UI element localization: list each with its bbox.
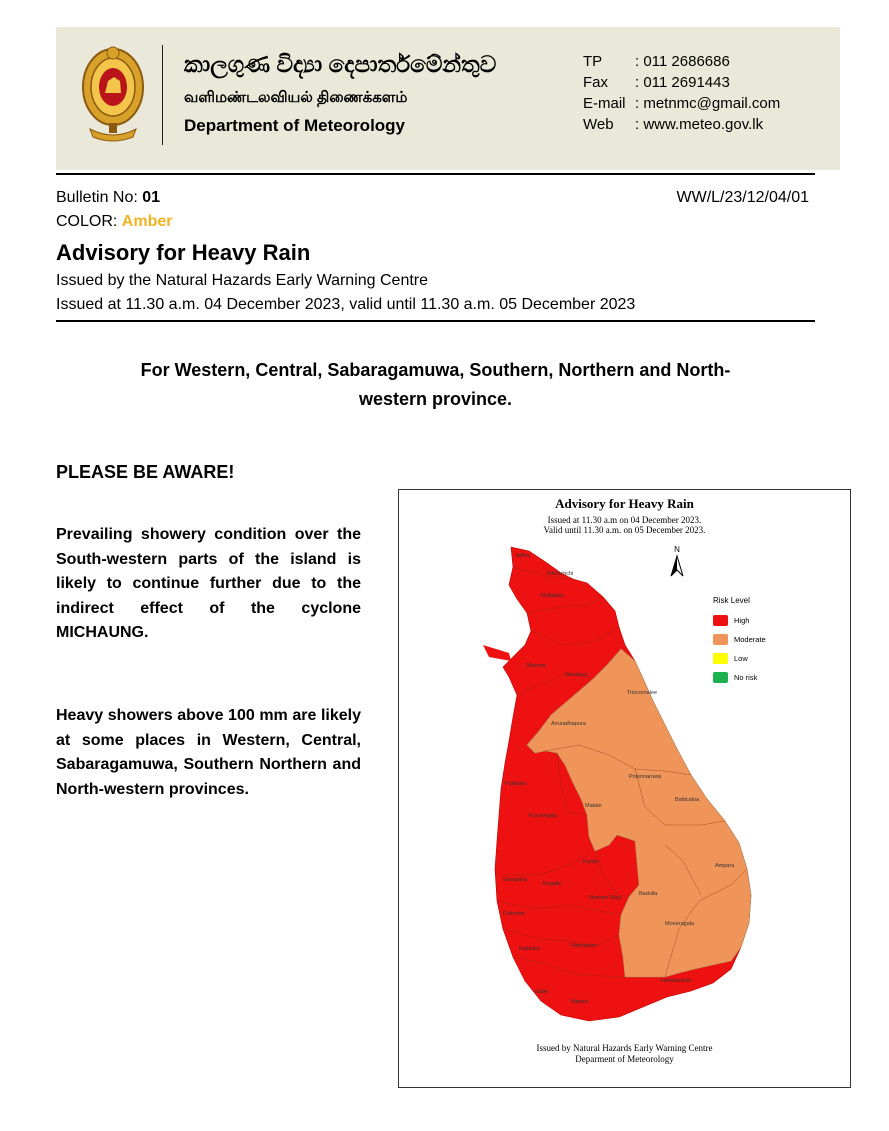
svg-text:Ratnapura: Ratnapura bbox=[571, 943, 597, 949]
svg-text:Anuradhapura: Anuradhapura bbox=[551, 721, 586, 727]
svg-text:Mullaitivu: Mullaitivu bbox=[541, 593, 564, 599]
svg-text:Badulla: Badulla bbox=[639, 891, 658, 897]
legend-low: Low bbox=[713, 649, 766, 668]
svg-text:Kegalle: Kegalle bbox=[543, 881, 562, 887]
bulletin-color: COLOR: Amber bbox=[56, 213, 173, 230]
sri-lanka-emblem-icon bbox=[78, 43, 148, 143]
map-footer: Issued by Natural Hazards Early Warning Centre Deparment of Meteorology bbox=[536, 1043, 713, 1064]
svg-text:Matara: Matara bbox=[571, 999, 589, 1005]
contact-fax: Fax : 011 2691443 bbox=[583, 74, 730, 91]
bulletin-reference: WW/L/23/12/04/01 bbox=[676, 189, 809, 206]
map-valid: Valid until 11.30 a.m. on 05 December 2023. bbox=[543, 525, 706, 535]
svg-text:Gampaha: Gampaha bbox=[503, 877, 528, 883]
aware-heading: PLEASE BE AWARE! bbox=[56, 462, 235, 482]
svg-text:Puttalam: Puttalam bbox=[505, 781, 527, 787]
map-issued: Issued at 11.30 a.m on 04 December 2023. bbox=[547, 515, 702, 525]
department-name-sinhala: කාලගුණ විද්‍යා දෙපාර්තමේන්තුව bbox=[184, 51, 497, 77]
header-divider bbox=[162, 45, 163, 145]
paragraph-2: Heavy showers above 100 mm are likely at some places in Western, Central, Sabaragamuwa, Southern Northern and North-western provinces. bbox=[56, 707, 361, 798]
svg-text:Hambantota: Hambantota bbox=[661, 978, 691, 984]
svg-text:Batticaloa: Batticaloa bbox=[675, 797, 700, 803]
department-name-tamil: வளிமண்டலவியல் திணைக்களம் bbox=[184, 89, 408, 106]
svg-text:Moneragala: Moneragala bbox=[665, 921, 695, 927]
svg-text:Kurunegala: Kurunegala bbox=[529, 813, 558, 819]
map-title: Advisory for Heavy Rain bbox=[555, 496, 694, 511]
svg-text:Nuwara Eliya: Nuwara Eliya bbox=[589, 895, 622, 901]
svg-text:N: N bbox=[674, 545, 680, 554]
bottom-rule bbox=[56, 320, 815, 322]
contact-email[interactable]: E-mail : metnmc@gmail.com bbox=[583, 95, 781, 112]
svg-text:Colombo: Colombo bbox=[503, 911, 526, 917]
contact-phone: TP : 011 2686686 bbox=[583, 53, 730, 70]
svg-text:Kalutara: Kalutara bbox=[519, 946, 540, 952]
contact-web[interactable]: Web : www.meteo.gov.lk bbox=[583, 116, 764, 133]
svg-text:Ampara: Ampara bbox=[715, 863, 735, 869]
svg-text:Polonnaruwa: Polonnaruwa bbox=[629, 774, 662, 780]
legend-title: Risk Level bbox=[713, 596, 750, 605]
top-rule bbox=[56, 173, 815, 175]
mannar-island bbox=[483, 645, 511, 661]
svg-text:Kandy: Kandy bbox=[583, 859, 599, 865]
svg-text:Galle: Galle bbox=[535, 989, 548, 995]
legend-moderate: Moderate bbox=[713, 630, 766, 649]
svg-text:Mannar: Mannar bbox=[527, 663, 546, 669]
svg-text:Trincomalee: Trincomalee bbox=[627, 690, 658, 696]
department-name-english: Department of Meteorology bbox=[184, 116, 406, 135]
legend-no-risk: No risk bbox=[713, 668, 766, 687]
risk-map bbox=[398, 489, 851, 1088]
svg-text:Matale: Matale bbox=[585, 803, 602, 809]
legend-high: High bbox=[713, 611, 766, 630]
bulletin-number: Bulletin No: 01 bbox=[56, 189, 161, 206]
contact-info bbox=[583, 51, 780, 135]
issued-by: Issued by the Natural Hazards Early Warning Centre bbox=[56, 272, 429, 289]
svg-text:Vavuniya: Vavuniya bbox=[565, 672, 588, 678]
paragraph-1: Prevailing showery condition over the South-western parts of the island is likely to continue further due to the indirect effect of the cyclone MICHAUNG. bbox=[56, 526, 361, 641]
svg-text:Kilinochchi: Kilinochchi bbox=[547, 571, 574, 577]
letterhead bbox=[56, 27, 840, 170]
map-legend bbox=[713, 596, 766, 687]
region-heading: For Western, Central, Sabaragamuwa, Southern, Northern and North- western province. bbox=[140, 360, 731, 409]
issued-at: Issued at 11.30 a.m. 04 December 2023, valid until 11.30 a.m. 05 December 2023 bbox=[56, 296, 636, 313]
bulletin-title: Advisory for Heavy Rain bbox=[56, 240, 311, 265]
svg-text:Jaffna: Jaffna bbox=[515, 553, 530, 559]
